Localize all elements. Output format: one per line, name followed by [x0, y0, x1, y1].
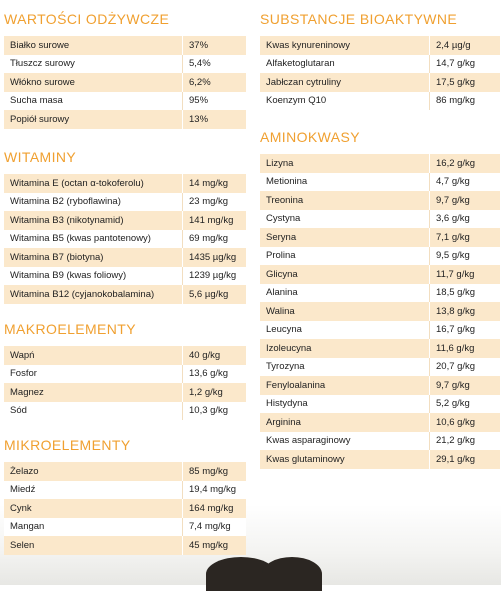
table-row	[4, 383, 246, 402]
nutrient-name: Żelazo	[4, 462, 182, 481]
table-row	[4, 230, 246, 249]
section-makroelementy	[4, 320, 246, 420]
table-row	[4, 499, 246, 518]
table-row	[260, 36, 500, 55]
nutrient-name: Sucha masa	[4, 92, 182, 111]
nutrient-name: Miedź	[4, 481, 182, 500]
nutrient-value: 16,2 g/kg	[429, 154, 500, 173]
section-aminokwasy	[260, 128, 500, 469]
nutrient-name: Tłuszcz surowy	[4, 55, 182, 74]
horse-silhouette-right	[262, 557, 322, 591]
nutrient-name: Wapń	[4, 346, 182, 365]
section-title: WITAMINY	[4, 149, 77, 165]
nutrient-name: Włókno surowe	[4, 73, 182, 92]
table-row	[260, 92, 500, 111]
table-row	[4, 267, 246, 286]
nutrient-name: Alfaketoglutaran	[260, 55, 429, 74]
nutrient-name: Kwas kynureninowy	[260, 36, 429, 55]
table-row	[260, 376, 500, 395]
nutrient-value: 9,7 g/kg	[429, 191, 500, 210]
nutrient-value: 29,1 g/kg	[429, 450, 500, 469]
nutrient-value: 40 g/kg	[182, 346, 246, 365]
nutrient-value: 5,2 g/kg	[429, 395, 500, 414]
table-row	[260, 395, 500, 414]
nutrient-value: 3,6 g/kg	[429, 210, 500, 229]
table-row	[260, 413, 500, 432]
section-title: AMINOKWASY	[260, 129, 360, 145]
table-row	[4, 211, 246, 230]
table-row	[4, 402, 246, 421]
nutrient-name: Cystyna	[260, 210, 429, 229]
section-substancje-bioaktywne	[260, 10, 500, 110]
nutrient-value: 17,5 g/kg	[429, 73, 500, 92]
section-spacer	[4, 338, 246, 346]
nutrient-table	[4, 462, 246, 555]
table-row	[4, 55, 246, 74]
nutrient-value: 5,6 µg/kg	[182, 285, 246, 304]
nutrient-value: 5,4%	[182, 55, 246, 74]
nutrient-name: Treonina	[260, 191, 429, 210]
nutrient-value: 13,6 g/kg	[182, 365, 246, 384]
nutrient-value: 1239 µg/kg	[182, 267, 246, 286]
nutrient-name: Magnez	[4, 383, 182, 402]
table-row	[4, 110, 246, 129]
nutrient-value: 14,7 g/kg	[429, 55, 500, 74]
nutrient-name: Witamina B5 (kwas pantotenowy)	[4, 230, 182, 249]
nutrient-value: 69 mg/kg	[182, 230, 246, 249]
section-witaminy	[4, 148, 246, 304]
table-row	[4, 174, 246, 193]
nutrient-value: 86 mg/kg	[429, 92, 500, 111]
nutrient-name: Cynk	[4, 499, 182, 518]
table-row	[260, 191, 500, 210]
table-row	[4, 365, 246, 384]
nutrient-name: Fosfor	[4, 365, 182, 384]
nutrient-value: 19,4 mg/kg	[182, 481, 246, 500]
section-mikroelementy	[4, 436, 246, 555]
table-row	[4, 346, 246, 365]
nutrient-name: Izoleucyna	[260, 339, 429, 358]
table-row	[4, 481, 246, 500]
nutrient-value: 4,7 g/kg	[429, 173, 500, 192]
nutrient-value: 11,6 g/kg	[429, 339, 500, 358]
table-row	[260, 358, 500, 377]
table-row	[260, 302, 500, 321]
table-row	[260, 154, 500, 173]
table-row	[260, 321, 500, 340]
nutrient-name: Selen	[4, 536, 182, 555]
nutrient-name: Tyrozyna	[260, 358, 429, 377]
nutrient-name: Leucyna	[260, 321, 429, 340]
nutrient-table	[260, 36, 500, 110]
nutrient-name: Fenyloalanina	[260, 376, 429, 395]
nutrient-name: Histydyna	[260, 395, 429, 414]
table-row	[260, 432, 500, 451]
table-row	[260, 284, 500, 303]
nutrient-name: Glicyna	[260, 265, 429, 284]
table-row	[4, 92, 246, 111]
nutrient-name: Metionina	[260, 173, 429, 192]
nutrient-name: Prolina	[260, 247, 429, 266]
nutrient-name: Witamina B2 (ryboflawina)	[4, 193, 182, 212]
table-row	[4, 248, 246, 267]
nutrient-name: Seryna	[260, 228, 429, 247]
nutrient-name: Arginina	[260, 413, 429, 432]
nutrient-name: Kwas asparaginowy	[260, 432, 429, 451]
nutrient-value: 23 mg/kg	[182, 193, 246, 212]
nutrient-value: 14 mg/kg	[182, 174, 246, 193]
section-wartosci-odzywcze	[4, 10, 246, 129]
nutrient-table	[4, 174, 246, 304]
nutrient-value: 20,7 g/kg	[429, 358, 500, 377]
table-row	[260, 339, 500, 358]
table-row	[4, 536, 246, 555]
section-title: SUBSTANCJE BIOAKTYWNE	[260, 11, 458, 27]
table-row	[260, 247, 500, 266]
nutrient-name: Lizyna	[260, 154, 429, 173]
nutrient-value: 18,5 g/kg	[429, 284, 500, 303]
table-row	[260, 265, 500, 284]
section-title: MIKROELEMENTY	[4, 437, 131, 453]
nutrient-value: 1,2 g/kg	[182, 383, 246, 402]
nutrient-name: Popiół surowy	[4, 110, 182, 129]
nutrient-value: 10,6 g/kg	[429, 413, 500, 432]
nutrient-value: 10,3 g/kg	[182, 402, 246, 421]
nutrient-table	[4, 36, 246, 129]
table-row	[260, 55, 500, 74]
nutrient-value: 11,7 g/kg	[429, 265, 500, 284]
nutrient-name: Białko surowe	[4, 36, 182, 55]
nutrient-value: 9,5 g/kg	[429, 247, 500, 266]
section-title: WARTOŚCI ODŻYWCZE	[4, 11, 170, 27]
nutrient-name: Witamina B9 (kwas foliowy)	[4, 267, 182, 286]
table-row	[4, 518, 246, 537]
nutrient-value: 9,7 g/kg	[429, 376, 500, 395]
nutrient-value: 16,7 g/kg	[429, 321, 500, 340]
table-row	[4, 73, 246, 92]
table-row	[4, 193, 246, 212]
nutrient-value: 13,8 g/kg	[429, 302, 500, 321]
table-row	[260, 210, 500, 229]
table-row	[260, 73, 500, 92]
nutrient-name: Alanina	[260, 284, 429, 303]
nutrient-name: Witamina B12 (cyjanokobalamina)	[4, 285, 182, 304]
nutrient-name: Witamina B7 (biotyna)	[4, 248, 182, 267]
nutrient-table	[260, 154, 500, 469]
section-spacer	[260, 28, 500, 36]
nutrient-value: 85 mg/kg	[182, 462, 246, 481]
table-row	[260, 450, 500, 469]
table-row	[4, 462, 246, 481]
nutrient-value: 141 mg/kg	[182, 211, 246, 230]
nutrient-value: 7,1 g/kg	[429, 228, 500, 247]
nutrient-value: 37%	[182, 36, 246, 55]
nutrient-table	[4, 346, 246, 420]
table-row	[4, 36, 246, 55]
section-title: MAKROELEMENTY	[4, 321, 136, 337]
nutrient-value: 1435 µg/kg	[182, 248, 246, 267]
table-row	[4, 285, 246, 304]
nutrient-value: 6,2%	[182, 73, 246, 92]
nutrient-name: Sód	[4, 402, 182, 421]
table-row	[260, 173, 500, 192]
nutrient-value: 45 mg/kg	[182, 536, 246, 555]
nutrient-name: Walina	[260, 302, 429, 321]
section-spacer	[4, 28, 246, 36]
section-spacer	[260, 146, 500, 154]
nutrient-name: Witamina B3 (nikotynamid)	[4, 211, 182, 230]
nutrient-value: 95%	[182, 92, 246, 111]
nutrient-name: Witamina E (octan α-tokoferolu)	[4, 174, 182, 193]
section-spacer	[4, 454, 246, 462]
nutrient-name: Koenzym Q10	[260, 92, 429, 111]
nutrient-name: Kwas glutaminowy	[260, 450, 429, 469]
table-row	[260, 228, 500, 247]
nutrient-value: 21,2 g/kg	[429, 432, 500, 451]
nutrient-name: Jabłczan cytruliny	[260, 73, 429, 92]
nutrient-value: 164 mg/kg	[182, 499, 246, 518]
section-spacer	[4, 166, 246, 174]
nutrient-value: 7,4 mg/kg	[182, 518, 246, 537]
nutrient-value: 2,4 µg/g	[429, 36, 500, 55]
nutrient-value: 13%	[182, 110, 246, 129]
nutrient-name: Mangan	[4, 518, 182, 537]
